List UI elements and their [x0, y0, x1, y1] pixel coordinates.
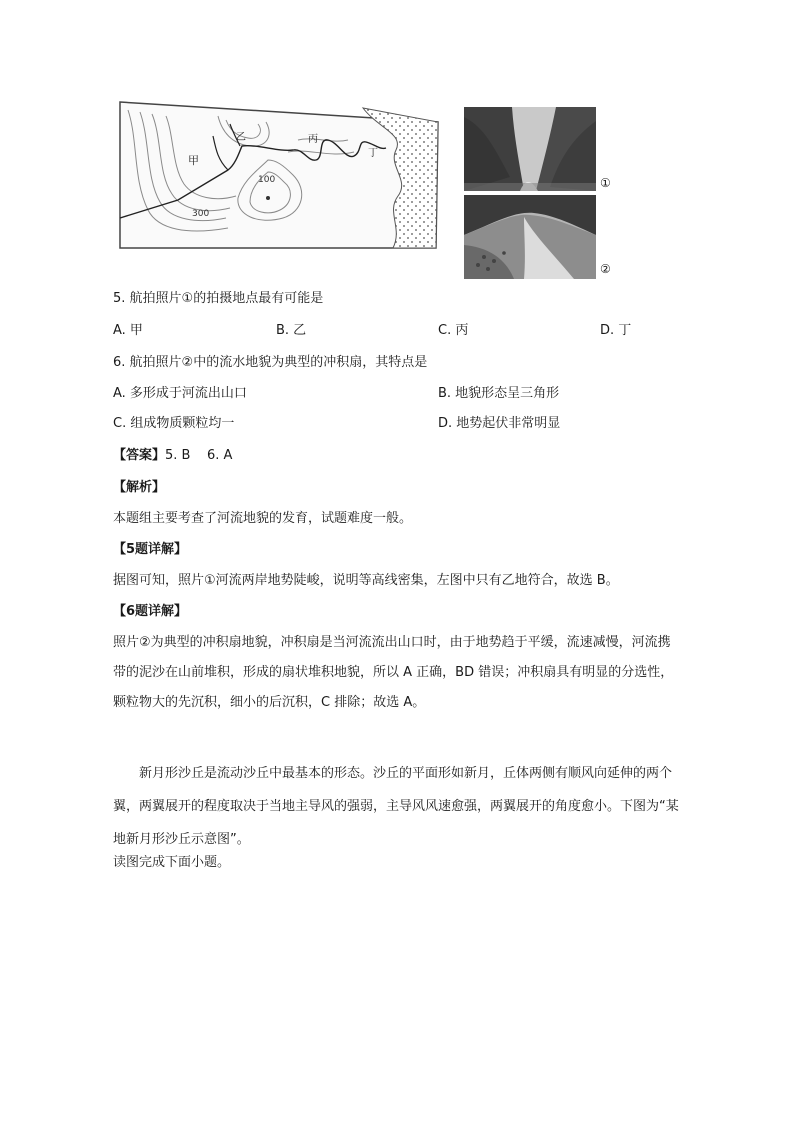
canyon-photo-image — [464, 107, 596, 191]
photo-1-label: ① — [600, 176, 611, 190]
q6-option-c: C. 组成物质颗粒均一 — [113, 416, 235, 431]
q6-option-a: A. 多形成于河流出山口 — [113, 386, 247, 401]
contour-label-300: 300 — [192, 209, 210, 219]
question-5-stem: 5. 航拍照片①的拍摄地点最有可能是 — [113, 291, 324, 306]
map-label-ding: 丁 — [368, 148, 378, 159]
q5-option-a: A. 甲 — [113, 323, 143, 338]
answer-text: 5. B 6. A — [165, 448, 233, 463]
photo-2-label: ② — [600, 262, 611, 276]
aerial-photo-2 — [464, 195, 596, 279]
q5-option-d: D. 丁 — [600, 323, 632, 338]
q6-option-d: D. 地势起伏非常明显 — [438, 416, 561, 431]
answer-label: 【答案】 — [113, 448, 166, 463]
detail-6-heading: 【6题详解】 — [113, 604, 188, 619]
map-label-bing: 丙 — [308, 134, 318, 145]
contour-map-figure — [118, 100, 440, 250]
question-6-stem: 6. 航拍照片②中的流水地貌为典型的冲积扇，其特点是 — [113, 355, 428, 370]
contour-map — [118, 100, 440, 250]
map-label-yi: 乙 — [236, 132, 246, 143]
analysis-text: 本题组主要考查了河流地貌的发育，试题难度一般。 — [113, 511, 413, 526]
q5-option-c: C. 丙 — [438, 323, 469, 338]
detail-5-text: 据图可知，照片①河流两岸地势陡峻，说明等高线密集，左图中只有乙地符合，故选 B。 — [113, 573, 619, 588]
map-label-jia: 甲 — [188, 154, 199, 167]
intro-passage: 新月形沙丘是流动沙丘中最基本的形态。沙丘的平面形如新月，丘体两侧有顺风向延伸的两个翼，两翼展开的程度取决于当地主导风的强弱，主导风风速愈强，两翼展开的角度愈小。下图为“某地新月形沙丘示意图”。 — [113, 766, 679, 847]
analysis-heading: 【解析】 — [113, 480, 166, 495]
intro-instruction: 读图完成下面小题。 — [113, 855, 231, 870]
detail-5-heading: 【5题详解】 — [113, 542, 188, 557]
alluvial-fan-photo-image — [464, 195, 596, 279]
q6-option-b: B. 地貌形态呈三角形 — [438, 386, 560, 401]
q5-option-b: B. 乙 — [276, 323, 307, 338]
contour-label-100: 100 — [258, 175, 276, 185]
detail-6-text: 照片②为典型的冲积扇地貌，冲积扇是当河流流出山口时，由于地势趋于平缓，流速减慢，河流携带的泥沙在山前堆积，形成的扇状堆积地貌，所以 A 正确，BD 错误；冲积扇具有明显的分选性，颗粒物大的先沉积，细小的后沉积，C 排除；故选 A。 — [113, 635, 674, 710]
aerial-photo-1 — [464, 107, 596, 191]
answer-line — [113, 446, 232, 466]
